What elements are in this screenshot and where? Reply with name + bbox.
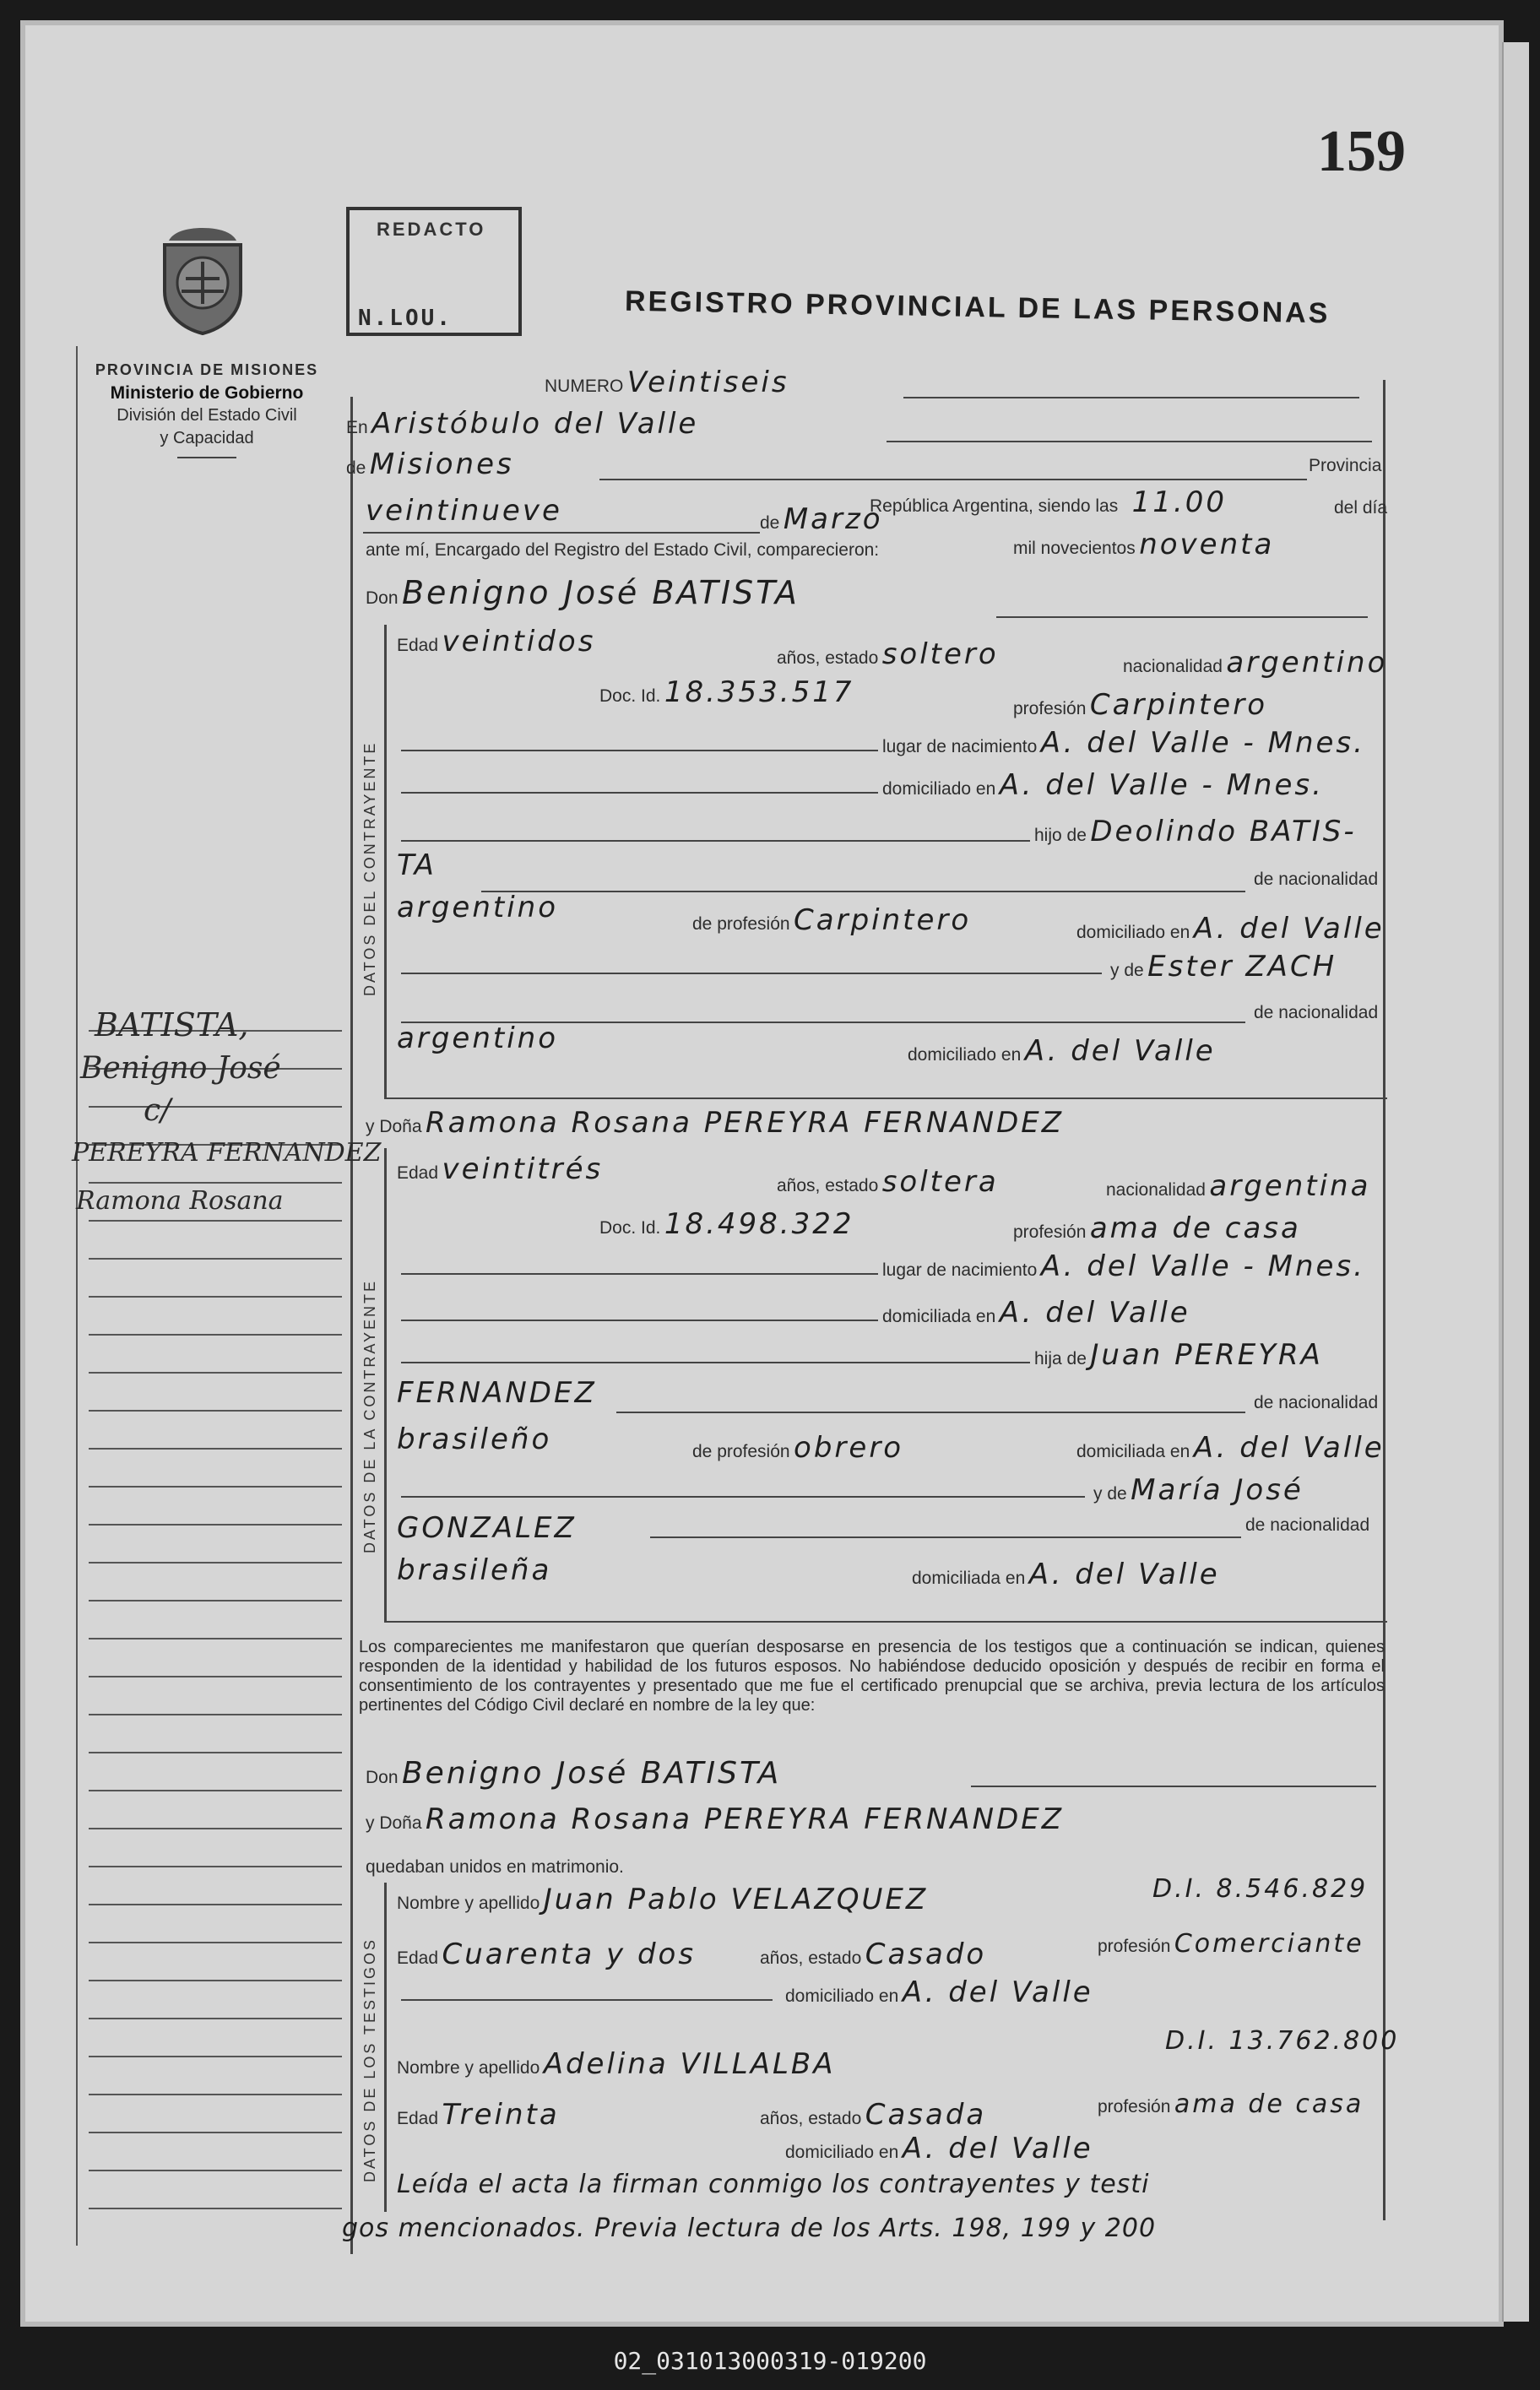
del-dia-text: del día (1334, 498, 1388, 518)
bride-padre-cont: FERNANDEZ (397, 1376, 597, 1410)
numero-row (545, 366, 789, 399)
label: Doc. Id. (599, 1218, 661, 1238)
don-row (366, 574, 800, 611)
w1-domicilio-row (785, 1975, 1093, 2009)
rule (401, 1273, 878, 1275)
margin-ruled-line (89, 1486, 342, 1488)
groom-padre-profesion: Carpintero (794, 903, 972, 937)
margin-ruled-line (89, 1866, 342, 1867)
label: de nacionalidad (1254, 1393, 1379, 1412)
groom-padre-dom-row (1076, 912, 1385, 946)
rule (401, 973, 1102, 974)
groom-domicilio: A. del Valle - Mnes. (999, 768, 1324, 802)
register-page (25, 25, 1499, 2322)
label: nacionalidad (1106, 1180, 1206, 1200)
w2-nombre-row (397, 2047, 836, 2081)
rule (599, 479, 1307, 480)
margin-note-line: Ramona Rosana (76, 1186, 284, 1216)
bride-madre-row (1093, 1473, 1304, 1507)
groom-lugar-row (882, 726, 1365, 760)
w1-edad-row (397, 1937, 697, 1971)
label: domiciliado en (908, 1045, 1022, 1065)
label: y Doña (366, 1117, 422, 1136)
margin-ruled-line (89, 1524, 342, 1526)
margin-ruled-line (89, 2056, 342, 2057)
ante-mi-text: ante mí, Encargado del Registro del Estado Civil, comparecieron: (366, 540, 880, 560)
groom-madre: Ester ZACH (1147, 950, 1337, 984)
issuer-ministry: Ministerio de Gobierno (110, 383, 304, 403)
w2-estado: Casada (865, 2098, 987, 2132)
bride-edad: veintitrés (442, 1152, 604, 1186)
groom-doc: 18.353.517 (664, 675, 854, 709)
rule (903, 397, 1359, 398)
margin-ruled-line (89, 1828, 342, 1829)
de-value: Misiones (369, 447, 514, 481)
del-dia-label (1334, 498, 1387, 525)
label: domiciliado en (1076, 923, 1190, 942)
margin-ruled-line (89, 2018, 342, 2019)
margin-ruled-line (89, 1790, 342, 1791)
closing-line-1 (397, 2170, 1149, 2197)
label: domiciliado en (882, 779, 996, 799)
witnesses-section-label: DATOS DE LOS TESTIGOS (361, 1937, 378, 2182)
rule (401, 1320, 878, 1321)
label: de nacionalidad (1245, 1515, 1370, 1535)
bride-madre-nacionalidad: brasileña (397, 1553, 552, 1587)
bride-padre-domicilio: A. del Valle (1193, 1431, 1385, 1465)
label: años, estado (760, 2109, 862, 2128)
rule (650, 1536, 1241, 1538)
w1-di-row (1152, 1874, 1369, 1904)
bride-domicilio-row (882, 1296, 1190, 1330)
label: años, estado (760, 1948, 862, 1968)
bride-padre-profesion: obrero (794, 1431, 904, 1465)
margin-ruled-line (89, 1448, 342, 1450)
label: de nacionalidad (1254, 1003, 1379, 1022)
w2-domicilio-row (785, 2132, 1093, 2165)
groom-padre-cont: TA (397, 848, 437, 882)
image-id-footer: 02_031013000319-019200 (613, 2347, 927, 2375)
rule (401, 1496, 1085, 1498)
margin-ruled-line (89, 1562, 342, 1564)
w2-profesion-row (1098, 2089, 1364, 2119)
groom-nacionalidad: argentino (1226, 646, 1388, 680)
groom-madre-nacionalidad: argentino (397, 1022, 558, 1055)
label: domiciliada en (882, 1307, 996, 1326)
anio-value: noventa (1139, 528, 1275, 561)
issuer-province: PROVINCIA DE MISIONES (95, 361, 319, 378)
groom-doc-row (599, 675, 854, 709)
bride-edad-row (397, 1152, 604, 1186)
groom-profesion: Carpintero (1089, 688, 1268, 722)
margin-ruled-line (89, 1372, 342, 1374)
w1-nombre: Juan Pablo VELAZQUEZ (543, 1883, 929, 1916)
statement-paragraph: Los comparecientes me manifestaron que querían desposarse en presencia de los testigos que a continuación se indican, quienes responden de la identidad y habilidad de los futuros esposos. No habiéndose deducido oposición y después de recibir en forma el consentimiento de los contrayentes y presentado que me fue el certificado prenupcial que se archiva, previa lectura de los artículos pertinentes del Código Civil declaré en nombre de la ley que: (359, 1638, 1385, 1715)
quedaban-text: quedaban unidos en matrimonio. (366, 1857, 624, 1877)
bride-domicilio: A. del Valle (999, 1296, 1190, 1330)
rule (401, 840, 1030, 842)
groom-edad-row (397, 625, 596, 658)
groom-madre-nac-row (397, 1022, 558, 1055)
issuer-division: División del Estado Civil (117, 406, 297, 425)
bride-estado: soltera (881, 1165, 999, 1199)
w1-domicilio: A. del Valle (902, 1975, 1093, 2009)
margin-note-line: Benigno José (80, 1051, 281, 1086)
bride-padre-row (1034, 1338, 1323, 1372)
union-dona-row (366, 1802, 1065, 1836)
label: de nacionalidad (1254, 870, 1379, 889)
margin-ruled-line (89, 1904, 342, 1905)
label: Edad (397, 1948, 439, 1968)
closing-text-1: Leída el acta la firman conmigo los contrayentes y testi (397, 2170, 1150, 2199)
rule (401, 1362, 1030, 1363)
en-label: En (346, 418, 368, 437)
de-mes-label: de (760, 513, 780, 533)
margin-ruled-line (89, 1106, 342, 1108)
bride-madre-nac-label (1245, 1515, 1369, 1542)
w2-domicilio: A. del Valle (902, 2132, 1093, 2165)
margin-ruled-line (89, 2094, 342, 2095)
bride-madre-dom-row (912, 1558, 1220, 1591)
groom-padre-prof-row (692, 903, 972, 937)
w1-nombre-row (397, 1883, 929, 1916)
w1-profesion: Comerciante (1174, 1929, 1364, 1959)
margin-ruled-line (89, 1600, 342, 1601)
w1-edad: Cuarenta y dos (442, 1937, 697, 1971)
rule (363, 532, 760, 534)
groom-section-label: DATOS DEL CONTRAYENTE (361, 740, 378, 996)
redacto-label: REDACTO (377, 219, 486, 240)
label: lugar de nacimiento (882, 737, 1038, 756)
union-dona: Ramona Rosana PEREYRA FERNANDEZ (426, 1802, 1065, 1836)
label: Edad (397, 1163, 439, 1183)
groom-madre-nac-label (1254, 1003, 1378, 1030)
bride-madre-nac-row (397, 1553, 552, 1587)
groom-padre-domicilio: A. del Valle (1193, 912, 1385, 946)
bride-padre-dom-row (1076, 1431, 1385, 1465)
margin-note-line: c/ (144, 1093, 171, 1128)
groom-padre: Deolindo BATIS- (1090, 815, 1357, 848)
numero-label: NUMERO (545, 377, 624, 396)
bride-lugar: A. del Valle - Mnes. (1040, 1249, 1365, 1283)
issuer-separator (177, 457, 236, 458)
anio-row (1013, 528, 1275, 561)
label: Edad (397, 636, 439, 655)
bride-padre-nacionalidad: brasileño (397, 1423, 552, 1456)
rule (887, 441, 1372, 442)
w2-estado-row (760, 2098, 987, 2132)
margin-ruled-line (89, 1714, 342, 1715)
groom-edad: veintidos (442, 625, 596, 658)
bride-padre-prof-row (692, 1431, 904, 1465)
bride-madre-domicilio: A. del Valle (1028, 1558, 1220, 1591)
margin-ruled-line (89, 1182, 342, 1184)
label: de profesión (692, 914, 790, 934)
w1-estado-row (760, 1937, 987, 1971)
margin-note-line: BATISTA, (95, 1006, 249, 1043)
bride-estado-row (777, 1165, 999, 1199)
label: años, estado (777, 1176, 879, 1195)
issuer-division-2: y Capacidad (160, 429, 254, 447)
w2-profesion: ama de casa (1174, 2089, 1364, 2119)
rule (481, 891, 1245, 892)
dia-row (366, 494, 562, 528)
margin-ruled-line (89, 1334, 342, 1336)
bride-padre-cont (397, 1376, 597, 1410)
bride-profesion-row (1013, 1211, 1301, 1245)
bride-madre: María José (1131, 1473, 1304, 1507)
closing-line-2 (342, 2214, 1156, 2241)
label: y de (1093, 1484, 1127, 1504)
de-label: de (346, 458, 366, 478)
w1-di: D.I. 8.546.829 (1152, 1874, 1369, 1904)
groom-padre-nac-row (397, 891, 558, 924)
bride-padre-nac-label (1254, 1393, 1378, 1420)
hora-value: 11.00 (1131, 485, 1227, 519)
rule (616, 1412, 1245, 1413)
label: y Doña (366, 1813, 422, 1833)
groom-estado: soltero (881, 637, 999, 671)
union-don-row (366, 1756, 782, 1791)
groom-nacionalidad-row (1123, 646, 1388, 680)
groom-padre-nac-label (1254, 870, 1378, 897)
w2-di-row (1165, 2026, 1400, 2056)
quedaban-row (366, 1857, 624, 1884)
provincia-label (1309, 456, 1381, 483)
label: y de (1110, 961, 1144, 980)
margin-ruled-line (89, 2208, 342, 2209)
bride-lugar-row (882, 1249, 1365, 1283)
label: Doc. Id. (599, 686, 661, 706)
margin-ruled-line (89, 1258, 342, 1260)
label: profesión (1098, 1937, 1171, 1956)
bride-doc-row (599, 1207, 854, 1241)
bride-padre: Juan PEREYRA (1090, 1338, 1323, 1372)
provincia-text: Provincia (1309, 456, 1382, 475)
label: Don (366, 1768, 399, 1787)
w2-nombre: Adelina VILLALBA (543, 2047, 836, 2081)
label: hija de (1034, 1349, 1087, 1368)
bride-padre-nac-row (397, 1423, 552, 1456)
margin-ruled-line (89, 1220, 342, 1222)
label: nacionalidad (1123, 657, 1223, 676)
numero-value: Veintiseis (626, 366, 789, 399)
label: domiciliado en (785, 1986, 899, 2006)
en-row (346, 407, 699, 441)
w2-edad-row (397, 2098, 560, 2132)
redacto-box (346, 207, 522, 336)
bride-name: Ramona Rosana PEREYRA FERNANDEZ (426, 1106, 1065, 1140)
don-label: Don (366, 588, 399, 608)
label: profesión (1013, 1222, 1087, 1242)
margin-ruled-line (89, 2132, 342, 2133)
margin-ruled-line (89, 1942, 342, 1943)
coat-of-arms-seal (152, 224, 253, 338)
label: hijo de (1034, 826, 1087, 845)
label: domiciliada en (1076, 1442, 1190, 1461)
margin-ruled-line (89, 1410, 342, 1412)
groom-madre-dom-row (908, 1034, 1216, 1068)
groom-madre-domicilio: A. del Valle (1024, 1034, 1216, 1068)
republica-label: República Argentina, siendo las (870, 496, 1119, 516)
w2-di: D.I. 13.762.800 (1165, 2026, 1400, 2056)
w1-estado: Casado (865, 1937, 987, 1971)
label: años, estado (777, 648, 879, 668)
label: Edad (397, 2109, 439, 2128)
rule (401, 792, 878, 794)
groom-padre-nacionalidad: argentino (397, 891, 558, 924)
bride-madre-cont (397, 1511, 577, 1545)
margin-ruled-line (89, 2170, 342, 2171)
union-don: Benigno José BATISTA (401, 1756, 782, 1791)
groom-padre-cont (397, 848, 437, 882)
w1-profesion-row (1098, 1929, 1364, 1959)
label: profesión (1098, 2097, 1171, 2116)
groom-lugar: A. del Valle - Mnes. (1040, 726, 1365, 760)
margin-ruled-line (89, 1980, 342, 1981)
mes-value: Marzo (783, 502, 883, 536)
label: de profesión (692, 1442, 790, 1461)
bride-nacionalidad: argentina (1209, 1169, 1371, 1203)
margin-ruled-line (89, 1296, 342, 1298)
bride-nacionalidad-row (1106, 1169, 1371, 1203)
groom-profesion-row (1013, 688, 1268, 722)
rule (996, 616, 1368, 618)
rule (401, 750, 878, 751)
groom-estado-row (777, 637, 999, 671)
closing-text-2: gos mencionados. Previa lectura de los Arts. 198, 199 y 200 (342, 2214, 1157, 2243)
margin-ruled-line (89, 1752, 342, 1753)
bride-intro-row (366, 1106, 1065, 1140)
mil-label: mil novecientos (1013, 539, 1136, 558)
bride-doc: 18.498.322 (664, 1207, 854, 1241)
form-frame-left (350, 397, 353, 2254)
en-value: Aristóbulo del Valle (371, 407, 699, 441)
margin-note-line: PEREYRA FERNANDEZ (72, 1138, 382, 1168)
bride-section-label: DATOS DE LA CONTRAYENTE (361, 1278, 378, 1553)
label: domiciliada en (912, 1569, 1026, 1588)
label: lugar de nacimiento (882, 1260, 1038, 1280)
page-number: 159 (1317, 119, 1406, 184)
label: domiciliado en (785, 2143, 899, 2162)
rule (971, 1786, 1376, 1787)
don-value: Benigno José BATISTA (401, 574, 800, 611)
rule (401, 1999, 773, 2001)
issuer-block (63, 359, 350, 458)
republica-row (870, 485, 1227, 519)
groom-padre-row (1034, 815, 1357, 848)
margin-rule (76, 346, 78, 2246)
groom-madre-row (1110, 950, 1337, 984)
dia-value: veintinueve (366, 494, 562, 528)
bride-madre-cont: GONZALEZ (397, 1511, 577, 1545)
bride-profesion: ama de casa (1089, 1211, 1301, 1245)
label: Nombre y apellido (397, 2058, 540, 2078)
margin-ruled-line (89, 1676, 342, 1677)
margin-ruled-line (89, 1638, 342, 1639)
de-row (346, 447, 514, 481)
groom-domicilio-row (882, 768, 1324, 802)
ante-mi-row (366, 540, 879, 567)
redacto-initials: N.LOU. (358, 306, 453, 331)
label: Nombre y apellido (397, 1894, 540, 1913)
document-title: REGISTRO PROVINCIAL DE LAS PERSONAS (624, 285, 1331, 330)
label: profesión (1013, 699, 1087, 718)
mes-row (760, 502, 883, 536)
w2-edad: Treinta (442, 2098, 560, 2132)
